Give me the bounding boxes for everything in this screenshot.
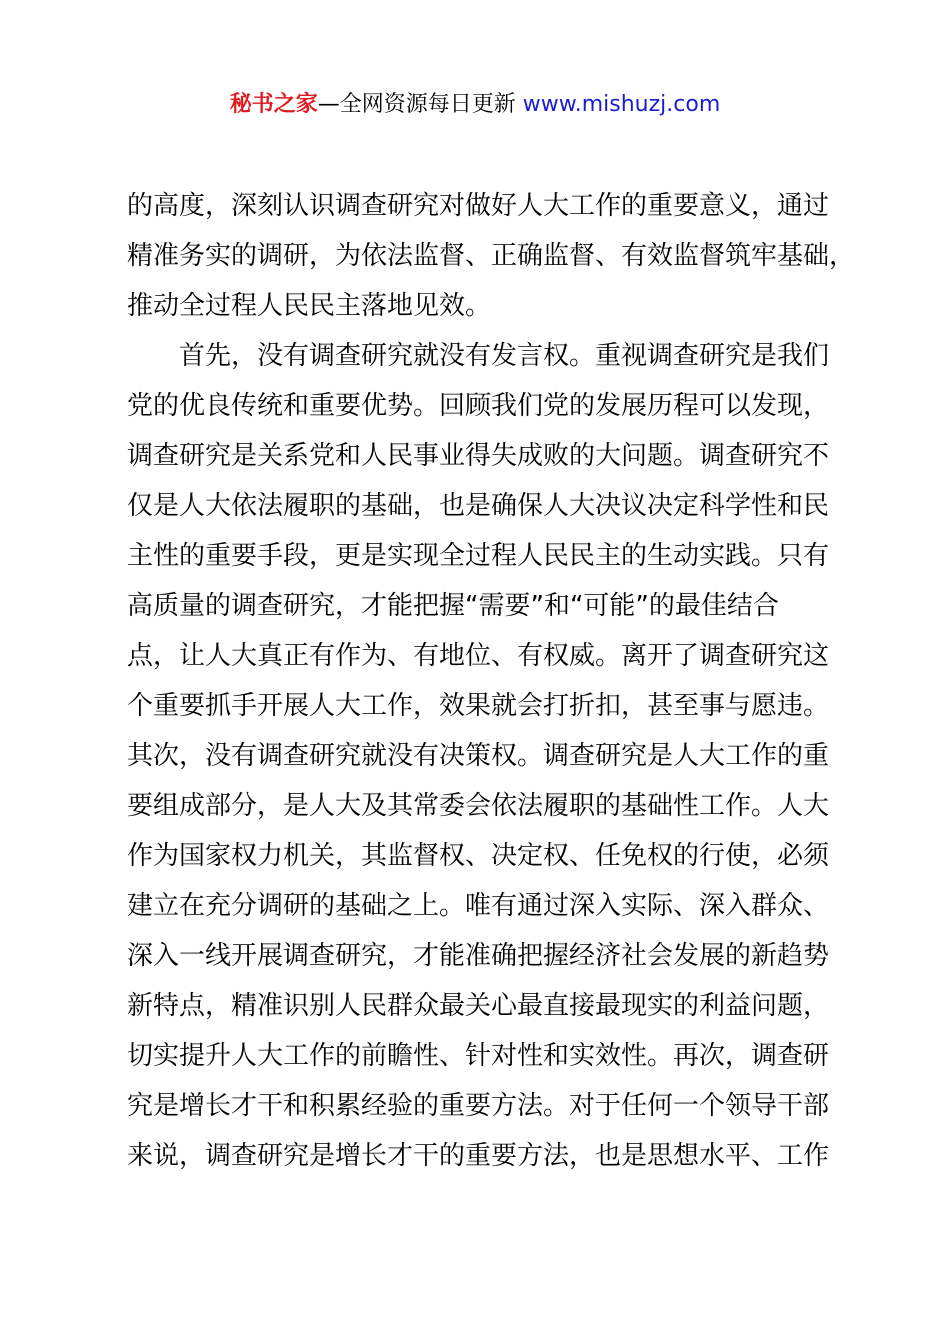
header-tagline: —全网资源每日更新 [317,92,523,117]
body-line: 党的优良传统和重要优势。回顾我们党的发展历程可以发现， [127,391,830,421]
body-line: 高质量的调查研究，才能把握“需要”和“可能”的最佳结合 [127,591,779,621]
body-line: 首先，没有调查研究就没有发言权。重视调查研究是我们 [127,341,830,371]
body-line: 主性的重要手段，更是实现全过程人民民主的生动实践。只有 [127,541,830,571]
body-line: 仅是人大依法履职的基础，也是确保人大决议决定科学性和民 [127,491,830,521]
site-url-link[interactable]: www.mishuzj.com [522,92,721,117]
body-line: 个重要抓手开展人大工作，效果就会打折扣，甚至事与愿违。 [127,691,830,721]
page-header [0,88,950,122]
body-line: 深入一线开展调查研究，才能准确把握经济社会发展的新趋势 [127,941,830,971]
body-line: 精准务实的调研，为依法监督、正确监督、有效监督筑牢基础， [127,241,856,271]
body-line: 其次，没有调查研究就没有决策权。调查研究是人大工作的重 [127,741,830,771]
body-line: 点，让人大真正有作为、有地位、有权威。离开了调查研究这 [127,641,830,671]
body-line: 切实提升人大工作的前瞻性、针对性和实效性。再次，调查研 [127,1041,830,1071]
body-line: 究是增长才干和积累经验的重要方法。对于任何一个领导干部 [127,1091,830,1121]
body-line: 来说，调查研究是增长才干的重要方法，也是思想水平、工作 [127,1141,830,1171]
body-line: 推动全过程人民民主落地见效。 [127,291,492,321]
body-line: 调查研究是关系党和人民事业得失成败的大问题。调查研究不 [127,441,830,471]
body-line: 建立在充分调研的基础之上。唯有通过深入实际、深入群众、 [127,891,830,921]
document-body [127,181,856,1181]
body-line: 的高度，深刻认识调查研究对做好人大工作的重要意义，通过 [127,191,830,221]
body-line: 要组成部分，是人大及其常委会依法履职的基础性工作。人大 [127,791,830,821]
brand-name: 秘书之家 [229,92,318,117]
body-line: 作为国家权力机关，其监督权、决定权、任免权的行使，必须 [127,841,830,871]
body-line: 新特点，精准识别人民群众最关心最直接最现实的利益问题， [127,991,830,1021]
